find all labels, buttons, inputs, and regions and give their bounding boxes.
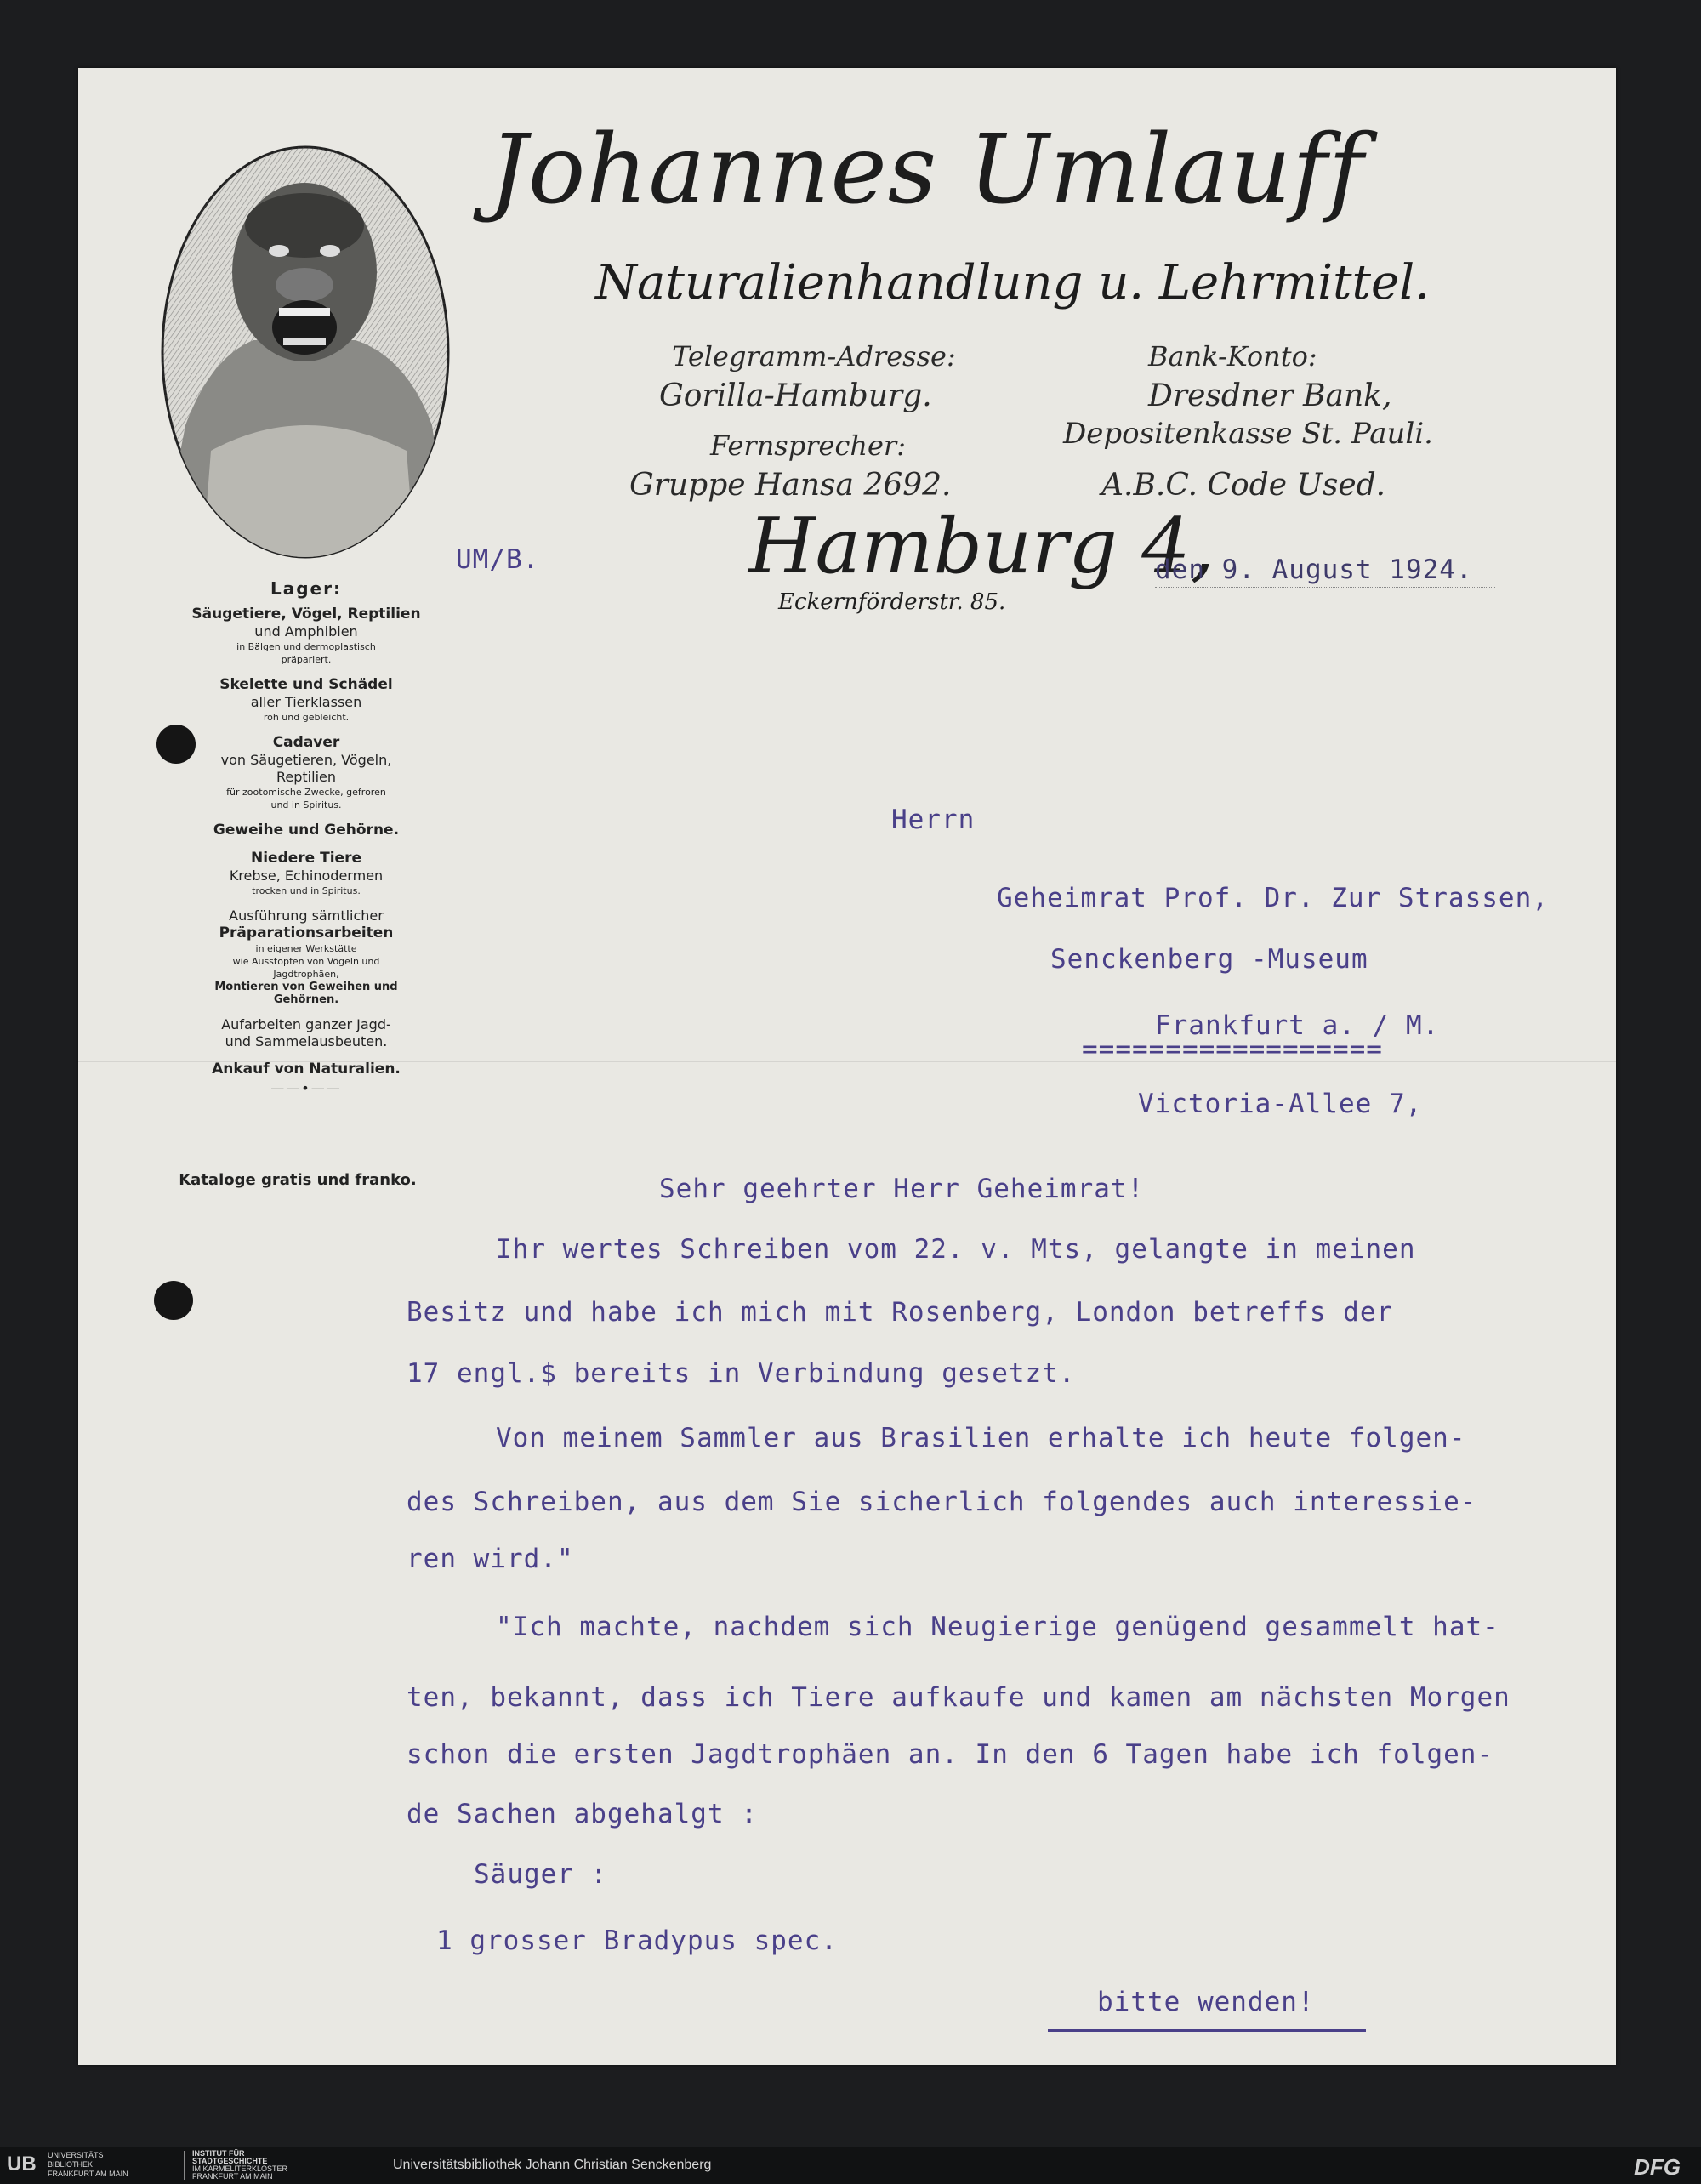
sidebar-line: Niedere Tiere (251, 850, 361, 867)
bank-label: Bank-Konto: (1148, 340, 1317, 373)
sidebar-line: in eigener Werkstätte (255, 943, 357, 954)
sidebar-line: und Amphibien (254, 623, 358, 640)
body-line: ten, bekannt, dass ich Tiere aufkaufe und kamen am nächsten Morgen (407, 1682, 1510, 1713)
recipient-title: Herrn (891, 805, 976, 835)
body-line: Säuger : (474, 1859, 608, 1890)
sidebar-line: Krebse, Echinodermen (229, 867, 384, 884)
abc-code: A.B.C. Code Used. (1101, 468, 1386, 503)
sidebar-line: Reptilien (276, 769, 336, 785)
ub-line: BIBLIOTHEK (48, 2160, 94, 2169)
recipient-underline: ================== (1082, 1034, 1383, 1065)
company-tagline: Naturalienhandlung u. Lehrmittel. (595, 255, 1430, 310)
turn-over-note: bitte wenden! (1097, 1987, 1315, 2017)
sidebar-line: aller Tierklassen (250, 694, 362, 710)
sidebar-line: Ankauf von Naturalien. (212, 1061, 401, 1078)
inst-line: FRANKFURT AM MAIN (192, 2172, 273, 2181)
phone-value: Gruppe Hansa 2692. (629, 468, 952, 503)
sidebar-services (170, 578, 442, 1097)
body-line: schon die ersten Jagdtrophäen an. In den 6 Tagen habe ich folgen- (407, 1739, 1494, 1770)
sidebar-line: und Sammelausbeuten. (225, 1033, 388, 1049)
sidebar-line: Geweihe und Gehörne. (213, 822, 400, 839)
sidebar-line: Ausführung sämtlicher (229, 907, 384, 924)
sidebar-line: von Säugetieren, Vögeln, (220, 752, 392, 768)
body-line: "Ich machte, nachdem sich Neugierige genügend gesammelt hat- (496, 1612, 1499, 1642)
street-address: Eckernförderstr. 85. (778, 589, 1006, 615)
body-line: ren wird." (407, 1544, 574, 1574)
body-line: 17 engl.$ bereits in Verbindung gesetzt. (407, 1358, 1076, 1389)
ub-line: FRANKFURT AM MAIN (48, 2170, 128, 2178)
bank-name: Dresdner Bank, (1148, 378, 1392, 413)
body-line: Von meinem Sammler aus Brasilien erhalte ich heute folgen- (496, 1423, 1466, 1453)
bank-branch: Depositenkasse St. Pauli. (1063, 417, 1433, 451)
library-name: Universitätsbibliothek Johann Christian Senckenberg (393, 2158, 712, 2172)
dfg-logo: DFG (1634, 2154, 1681, 2180)
ub-name (48, 2151, 128, 2179)
sidebar-line: Jagdtrophäen, (273, 969, 339, 980)
footer-bar (0, 2147, 1701, 2184)
greeting: Sehr geehrter Herr Geheimrat! (659, 1174, 1145, 1204)
institute-name (192, 2150, 287, 2181)
recipient-line: Senckenberg -Museum (1050, 944, 1368, 975)
ub-line: UNIVERSITÄTS (48, 2151, 104, 2159)
sidebar-line: Montieren von Geweihen und (214, 981, 398, 993)
sidebar-line: in Bälgen und dermoplastisch (236, 641, 376, 652)
sidebar-line: trocken und in Spiritus. (252, 885, 361, 896)
sidebar-line: und in Spiritus. (270, 799, 342, 810)
sidebar-line: roh und gebleicht. (263, 712, 350, 723)
telegram-value: Gorilla-Hamburg. (659, 378, 932, 413)
catalog-note: Kataloge gratis und franko. (179, 1171, 417, 1189)
sidebar-line: wie Ausstopfen von Vögeln und (232, 956, 380, 967)
sidebar-line: Cadaver (272, 734, 340, 751)
sidebar-line: Präparationsarbeiten (219, 924, 394, 941)
gorilla-portrait (160, 145, 451, 560)
company-name: Johannes Umlauff (489, 115, 1365, 225)
body-line: des Schreiben, aus dem Sie sicherlich folgendes auch interessie- (407, 1487, 1477, 1517)
sidebar-line: Säugetiere, Vögel, Reptilien (191, 606, 421, 623)
recipient-line: Victoria-Allee 7, (1138, 1089, 1423, 1119)
inst-line: INSTITUT FÜR (192, 2149, 245, 2158)
ub-logo-icon: UB (7, 2153, 37, 2175)
reference-code: UM/B. (456, 544, 540, 575)
date-rule (1155, 587, 1495, 588)
body-line: Ihr wertes Schreiben vom 22. v. Mts, gelangte in meinen (496, 1234, 1416, 1265)
sidebar-line: Aufarbeiten ganzer Jagd- (221, 1016, 391, 1032)
phone-label: Fernsprecher: (710, 429, 906, 462)
sidebar-line: Gehörnen. (273, 993, 339, 1006)
inst-line: STADTGESCHICHTE (192, 2157, 268, 2165)
letter-date: den 9. August 1924. (1155, 555, 1473, 585)
recipient-line: Geheimrat Prof. Dr. Zur Strassen, (997, 883, 1549, 913)
punch-hole (154, 1281, 193, 1320)
turn-over-underline (1048, 2029, 1366, 2032)
inst-line: IM KARMELITERKLOSTER (192, 2164, 288, 2173)
city: Hamburg 4, (748, 502, 1215, 591)
sidebar-line: Skelette und Schädel (219, 676, 393, 693)
recipient-line: Frankfurt a. / M. (1155, 1010, 1440, 1041)
ornament-divider: ——•—— (270, 1080, 342, 1096)
body-line: de Sachen abgehalgt : (407, 1799, 758, 1829)
divider (184, 2151, 185, 2180)
sidebar-line: präpariert. (281, 654, 332, 665)
sidebar-heading: Lager: (270, 578, 342, 599)
body-line: 1 grosser Bradypus spec. (436, 1925, 838, 1956)
sidebar-line: für zootomische Zwecke, gefroren (226, 787, 386, 798)
body-line: Besitz und habe ich mich mit Rosenberg, London betreffs der (407, 1297, 1394, 1328)
telegram-label: Telegramm-Adresse: (672, 340, 956, 373)
